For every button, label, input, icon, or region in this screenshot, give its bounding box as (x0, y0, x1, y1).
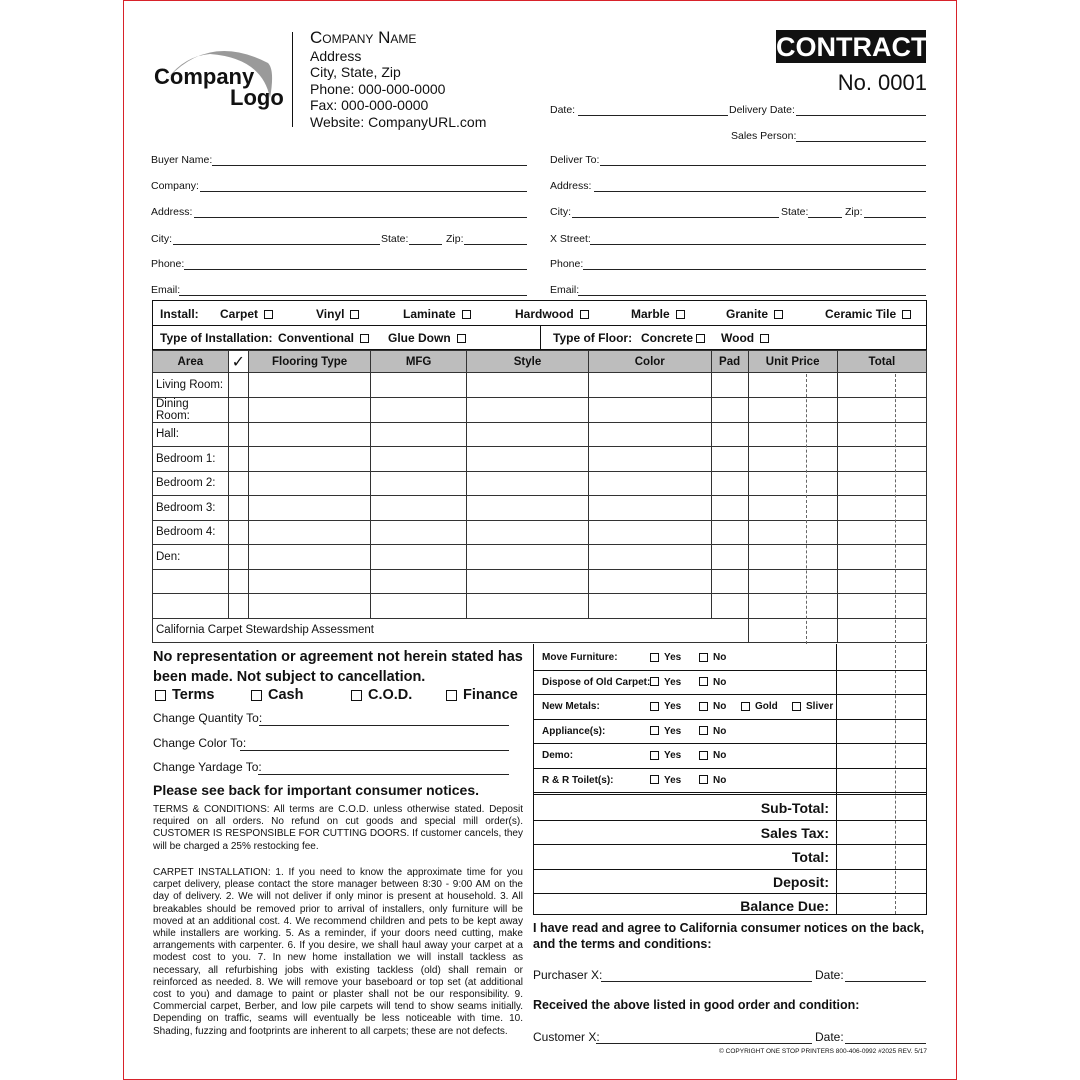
marble-checkbox[interactable] (676, 310, 685, 319)
buyer-name-label: Buyer Name: (151, 154, 213, 166)
floor-wood[interactable]: Wood (721, 331, 771, 345)
ceramic-tile-checkbox[interactable] (902, 310, 911, 319)
service-checkbox[interactable] (699, 702, 708, 711)
service-checkbox[interactable] (699, 677, 708, 686)
service-amount-cell[interactable] (836, 720, 927, 745)
company-website: Website: CompanyURL.com (310, 113, 487, 130)
install-option-marble[interactable]: Marble (631, 307, 687, 321)
install-vertical-divider (540, 325, 541, 350)
unit-price-dash (806, 374, 807, 644)
flooring-table (152, 350, 927, 643)
date-label: Date: (550, 104, 576, 116)
service-option-yes[interactable]: Yes (648, 701, 681, 712)
buyer-email-label: Email: (151, 284, 181, 296)
totals-top-border (533, 794, 927, 795)
delivery-address-label: Address: (550, 180, 592, 192)
company-phone: Phone: 000-000-0000 (310, 80, 446, 97)
service-option-gold[interactable]: Gold (739, 701, 778, 712)
service-amount-cell[interactable] (836, 646, 927, 671)
logo-line-2: Logo (230, 85, 284, 110)
table-row[interactable]: Living Room: (153, 373, 927, 398)
cod-checkbox[interactable] (351, 690, 362, 701)
total-row (533, 894, 927, 919)
install-option-ceramic[interactable]: Ceramic Tile (825, 307, 913, 321)
header-area: Area (153, 351, 229, 373)
service-checkbox[interactable] (699, 775, 708, 784)
install-option-granite[interactable]: Granite (726, 307, 785, 321)
wood-checkbox[interactable] (760, 334, 769, 343)
delivery-address-field[interactable] (594, 191, 926, 192)
total-label: Sub-Total: (760, 800, 829, 816)
service-checkbox[interactable] (650, 653, 659, 662)
received-text: Received the above listed in good order and condition: (533, 998, 860, 1012)
date-field[interactable] (578, 115, 728, 116)
service-option-no[interactable]: No (697, 677, 726, 688)
customer-signature[interactable] (596, 1043, 812, 1044)
service-option-no[interactable]: No (697, 726, 726, 737)
delivery-email-field[interactable] (578, 295, 926, 296)
header-unit-price: Unit Price (748, 351, 837, 373)
table-row[interactable]: Bedroom 3: (153, 496, 927, 521)
change-color-label: Change Color To: (153, 736, 247, 750)
sales-person-label: Sales Person: (731, 130, 797, 142)
service-option-yes[interactable]: Yes (648, 775, 681, 786)
terms-checkbox[interactable] (155, 690, 166, 701)
table-row[interactable]: Den: (153, 545, 927, 570)
change-quantity-field[interactable] (259, 725, 509, 726)
total-label: Deposit: (773, 873, 829, 890)
granite-checkbox[interactable] (774, 310, 783, 319)
service-option-no[interactable]: No (697, 652, 726, 663)
change-quantity-label: Change Quantity To: (153, 711, 263, 725)
type-installation-label: Type of Installation: (160, 331, 273, 345)
service-label: Demo: (542, 750, 574, 761)
service-label: R & R Toilet(s): (542, 774, 614, 786)
header-color: Color (588, 351, 711, 373)
logo-line-1: Company (154, 64, 255, 89)
install-option-vinyl[interactable]: Vinyl (316, 307, 361, 321)
purchaser-date-field[interactable] (845, 981, 926, 982)
buyer-address-label: Address: (151, 206, 193, 218)
service-option-yes[interactable]: Yes (648, 677, 681, 688)
header-total: Total (837, 351, 926, 373)
buyer-zip-label: Zip: (446, 233, 464, 245)
buyer-company-label: Company: (151, 180, 199, 192)
x-street-field[interactable] (590, 244, 926, 245)
buyer-email-field[interactable] (179, 295, 527, 296)
service-label: New Metals: (542, 701, 600, 712)
delivery-zip-label: Zip: (845, 206, 863, 218)
company-info (310, 30, 486, 130)
service-option-no[interactable]: No (697, 775, 726, 786)
total-label: Sales Tax: (760, 824, 829, 841)
service-row (533, 671, 836, 696)
service-checkbox[interactable] (650, 775, 659, 784)
service-row (533, 695, 836, 720)
delivery-email-label: Email: (550, 284, 580, 296)
table-row[interactable]: Hall: (153, 422, 927, 447)
buyer-zip-field[interactable] (464, 244, 527, 245)
service-option-no[interactable]: No (697, 701, 726, 712)
total-label: Balance Due: (740, 898, 829, 914)
company-city: City, State, Zip (310, 64, 401, 80)
change-color-field[interactable] (240, 750, 509, 751)
total-row (533, 845, 927, 870)
change-yardage-field[interactable] (258, 774, 509, 775)
service-checkbox[interactable] (650, 702, 659, 711)
x-street-label: X Street: (550, 233, 591, 245)
total-amount-cell[interactable] (836, 870, 927, 895)
glue-down-checkbox[interactable] (457, 334, 466, 343)
company-fax: Fax: 000-000-0000 (310, 97, 429, 113)
delivery-state-field[interactable] (808, 217, 842, 218)
total-amount-cell[interactable] (836, 821, 927, 846)
total-row (533, 870, 927, 895)
table-row[interactable] (153, 594, 927, 619)
service-option-yes[interactable]: Yes (648, 726, 681, 737)
total-amount-cell[interactable] (836, 894, 927, 919)
company-logo (150, 38, 285, 113)
service-label: Dispose of Old Carpet: (542, 676, 651, 688)
service-label: Move Furniture: (542, 652, 618, 663)
delivery-state-label: State: (781, 206, 809, 218)
buyer-city-field[interactable] (173, 244, 380, 245)
concrete-checkbox[interactable] (696, 334, 705, 343)
service-checkbox[interactable] (650, 726, 659, 735)
purchaser-label: Purchaser X: (533, 968, 603, 982)
table-header (153, 351, 927, 373)
buyer-name-field[interactable] (212, 165, 527, 166)
purchaser-signature[interactable] (601, 981, 812, 982)
service-row (533, 744, 836, 769)
total-row (533, 796, 927, 821)
buyer-phone-label: Phone: (151, 258, 185, 270)
change-yardage-label: Change Yardage To: (153, 760, 262, 774)
delivery-zip-field[interactable] (864, 217, 926, 218)
service-checkbox[interactable] (792, 702, 801, 711)
delivery-phone-label: Phone: (550, 258, 584, 270)
table-row[interactable]: Bedroom 1: (153, 447, 927, 472)
header-flooring-type: Flooring Type (249, 351, 371, 373)
service-option-no[interactable]: No (697, 750, 726, 761)
service-option-yes[interactable]: Yes (648, 652, 681, 663)
payment-cod[interactable]: C.O.D. (349, 687, 412, 703)
table-row[interactable]: Bedroom 4: (153, 520, 927, 545)
install-option-laminate[interactable]: Laminate (403, 307, 473, 321)
service-row (533, 769, 836, 794)
customer-date-label: Date: (815, 1030, 844, 1044)
delivery-city-field[interactable] (572, 217, 779, 218)
cash-checkbox[interactable] (251, 690, 262, 701)
type-glue-down[interactable]: Glue Down (388, 331, 468, 345)
contract-title: CONTRACT (776, 32, 928, 62)
table-row[interactable]: Dining Room: (153, 397, 927, 422)
stewardship-label: California Carpet Stewardship Assessment (153, 618, 749, 643)
header-mfg: MFG (371, 351, 467, 373)
delivery-city-label: City: (550, 206, 571, 218)
laminate-checkbox[interactable] (462, 310, 471, 319)
install-option-hardwood[interactable]: Hardwood (515, 307, 591, 321)
header-style: Style (467, 351, 589, 373)
total-label: Total: (791, 849, 829, 865)
carpet-checkbox[interactable] (264, 310, 273, 319)
buyer-phone-field[interactable] (184, 269, 527, 270)
service-row (533, 646, 836, 671)
logo-divider (292, 32, 293, 127)
buyer-city-label: City: (151, 233, 172, 245)
payment-cash[interactable]: Cash (249, 687, 303, 703)
service-label: Appliance(s): (542, 725, 606, 737)
service-amount-cell[interactable] (836, 744, 927, 769)
company-address: Address (310, 47, 362, 64)
header-check: ✓ (228, 351, 248, 373)
terms-conditions: TERMS & CONDITIONS: All terms are C.O.D. unless otherwise stated. Deposit required on all orders. No refund on cut goods and special mill order(s). CUSTOMER IS RESPONSIBLE FOR CUTTING DOORS. If customer cancels, they will be charged a 25% restocking fee. (153, 804, 523, 852)
service-amount-cell[interactable] (836, 671, 927, 696)
service-option-sliver[interactable]: Sliver (790, 701, 833, 712)
install-option-carpet[interactable]: Carpet (220, 307, 275, 321)
deliver-to-field[interactable] (600, 165, 926, 166)
service-checkbox[interactable] (699, 751, 708, 760)
conventional-checkbox[interactable] (360, 334, 369, 343)
table-row[interactable] (153, 569, 927, 594)
service-row (533, 720, 836, 745)
representation-text: No representation or agreement not herein stated has been made. Not subject to cancellation. (153, 649, 523, 685)
finance-checkbox[interactable] (446, 690, 457, 701)
total-amount-cell[interactable] (836, 796, 927, 821)
customer-date-field[interactable] (845, 1043, 926, 1044)
table-row[interactable]: Bedroom 2: (153, 471, 927, 496)
total-amount-cell[interactable] (836, 845, 927, 870)
consumer-notice: Please see back for important consumer notices. (153, 782, 480, 798)
buyer-company-field[interactable] (200, 191, 527, 192)
copyright: © COPYRIGHT ONE STOP PRINTERS 800-406-0992 #2025 REV. 5/17 (719, 1048, 927, 1055)
buyer-state-label: State: (381, 233, 409, 245)
vinyl-checkbox[interactable] (350, 310, 359, 319)
contract-number: No. 0001 (837, 70, 927, 95)
service-checkbox[interactable] (699, 726, 708, 735)
type-conventional[interactable]: Conventional (278, 331, 371, 345)
customer-label: Customer X: (533, 1030, 600, 1044)
buyer-address-field[interactable] (194, 217, 527, 218)
service-amount-cell[interactable] (836, 695, 927, 720)
service-checkbox[interactable] (699, 653, 708, 662)
total-row (533, 821, 927, 846)
service-checkbox[interactable] (741, 702, 750, 711)
carpet-installation-terms: CARPET INSTALLATION: 1. If you need to know the approximate time for you carpet delivery, please contact the store manager between 8:30 - 9:00 AM on the day of delivery. 2. We will not deliver if only minor is present at household. 3. All breakables should be removed prior to arrival of installers, only furniture will be moved at an additional cost. 4. We recommend children and pets to be kept away while installers are working. 5. As a reminder, if your doors need cutting, make arrangements with carpenter. 6. If you desire, we shall haul away your carpet at a modest cost to you. 7. In new home installation we will install tackless as necessary, all refurbishing jobs with existing tackless (old) shall remain or reinforced as needed. 8. We will remove your baseboard or top set (at additional cost to you) and damage to paint or plaster shall not be our responsibility. 9. Commercial carpet, Berber, and low pile carpets will tend to show seams initially. Depending on traffic, seams will eventually be less noticeable with time. 10. Shading, fuzzing and footprints are inherent to all carpets; these are not defects. (153, 867, 523, 1037)
service-option-yes[interactable]: Yes (648, 750, 681, 761)
delivery-date-label: Delivery Date: (729, 104, 795, 116)
agreement-text: I have read and agree to California consumer notices on the back, and the terms and conditions: (533, 921, 925, 951)
payment-finance[interactable]: Finance (444, 687, 518, 703)
delivery-phone-field[interactable] (583, 269, 926, 270)
service-amount-cell[interactable] (836, 769, 927, 794)
header-pad: Pad (711, 351, 748, 373)
company-name: Company Name (310, 28, 417, 47)
deliver-to-label: Deliver To: (550, 154, 600, 166)
service-checkbox[interactable] (650, 751, 659, 760)
service-checkbox[interactable] (650, 677, 659, 686)
type-floor-label: Type of Floor: (553, 331, 633, 345)
floor-concrete[interactable]: Concrete (641, 331, 707, 345)
buyer-state-field[interactable] (409, 244, 442, 245)
install-label: Install: (160, 307, 199, 321)
purchaser-date-label: Date: (815, 968, 844, 982)
hardwood-checkbox[interactable] (580, 310, 589, 319)
sales-person-field[interactable] (796, 141, 926, 142)
stewardship-row[interactable] (153, 618, 927, 643)
delivery-date-field[interactable] (796, 115, 926, 116)
payment-terms[interactable]: Terms (153, 687, 214, 703)
